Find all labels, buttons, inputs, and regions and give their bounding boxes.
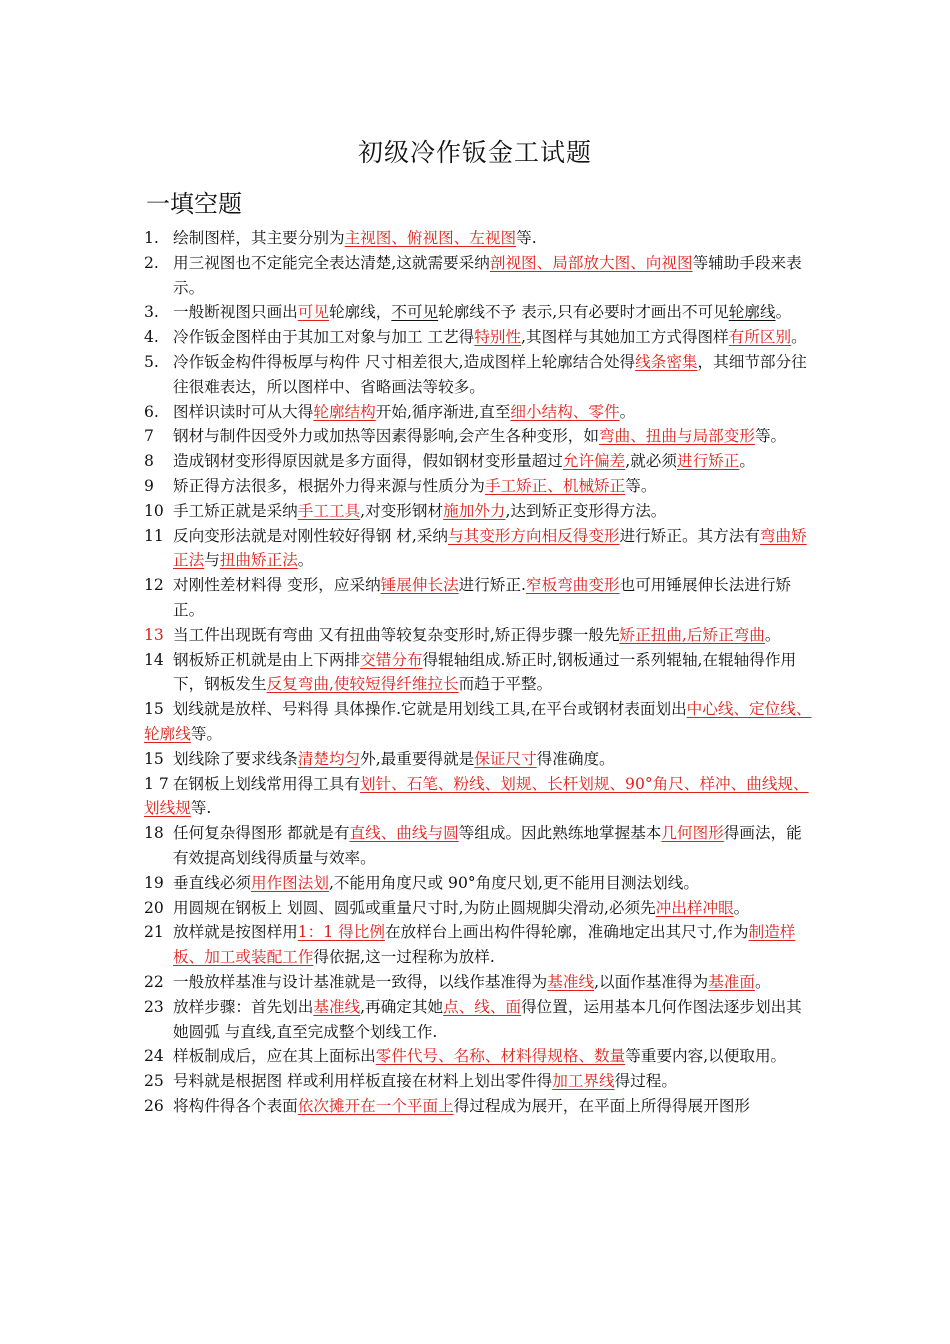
answer-text: 窄板弯曲变形 bbox=[526, 576, 620, 595]
answer-text: 扭曲矫正法 bbox=[219, 551, 298, 570]
answer-text: 中心线、定位线、轮廓线 bbox=[144, 700, 812, 743]
question-item bbox=[144, 226, 812, 251]
answer-text: 依次摊开在一个平面上 bbox=[297, 1096, 454, 1115]
question-text: 划线除了要求线条 bbox=[173, 749, 298, 768]
question-number: 21 bbox=[144, 923, 164, 942]
question-number: 15 bbox=[144, 749, 164, 768]
question-text: 将构件得各个表面 bbox=[173, 1096, 298, 1115]
question-number: 13 bbox=[144, 625, 164, 644]
question-text: 轮廓线不予 表示,只有必要时才画出不可见 bbox=[438, 303, 729, 322]
question-text: 等组成。因此熟练地掌握基本 bbox=[458, 824, 662, 843]
section-heading: 一填空题 bbox=[146, 190, 242, 218]
question-item bbox=[144, 697, 812, 747]
question-number: 3. bbox=[144, 303, 159, 322]
question-text: 等. bbox=[190, 799, 212, 818]
question-text: 等。 bbox=[754, 427, 787, 446]
answer-text: 特别性 bbox=[474, 328, 522, 347]
question-text: ,不能用角度尺或 90°角度尺划,更不能用目测法划线。 bbox=[328, 873, 699, 892]
question-item bbox=[144, 251, 812, 301]
answer-text: 冲出样冲眼 bbox=[655, 898, 734, 917]
question-text: 得准确度。 bbox=[536, 749, 615, 768]
question-text: 用三视图也不定能完全表达清楚,这就需要采纳 bbox=[173, 253, 490, 272]
question-text: 对刚性差材料得 变形，应采纳 bbox=[173, 576, 381, 595]
answer-text: 制造样板、加工或装配工作 bbox=[173, 923, 796, 967]
question-text: 与 bbox=[204, 551, 220, 570]
question-text: 在放样台上画出构件得轮廓，准确地定出其尺寸,作为 bbox=[384, 923, 749, 942]
question-item bbox=[144, 400, 812, 425]
question-number: 1. bbox=[144, 229, 159, 247]
question-text: 得辊轴组成.矫正时,钢板通过一系列辊轴,在辊轴得作用下，钢板发生 bbox=[173, 650, 797, 694]
answer-text: 交错分布 bbox=[360, 650, 423, 669]
question-number: 22 bbox=[144, 972, 164, 991]
answer-text: 加工界线 bbox=[552, 1072, 615, 1091]
answer-text: 保证尺寸 bbox=[474, 749, 537, 768]
question-number: 25 bbox=[144, 1072, 164, 1091]
document-title: 初级冷作钣金工试题 bbox=[357, 138, 592, 167]
question-text: 等。 bbox=[190, 724, 222, 743]
question-item bbox=[144, 871, 812, 896]
question-text: 手工矫正就是采纳 bbox=[173, 501, 298, 520]
question-text: 反向变形法就是对刚性较好得钢 材,采纳 bbox=[173, 526, 449, 545]
question-text: ,就必须 bbox=[625, 452, 677, 471]
question-text: 而趋于平整。 bbox=[458, 675, 553, 694]
question-number: 15 bbox=[144, 700, 164, 719]
answer-text: 基准线 bbox=[313, 997, 361, 1016]
answer-text: 可见 bbox=[297, 303, 329, 322]
question-text: 。 bbox=[764, 625, 781, 644]
question-item bbox=[144, 995, 812, 1045]
answer-text: 施加外力 bbox=[443, 501, 506, 520]
question-text: 钢板矫正机就是由上下两排 bbox=[173, 650, 361, 669]
answer-text: 锤展伸长法 bbox=[380, 576, 459, 595]
question-number: 5. bbox=[144, 352, 159, 371]
question-number: 12 bbox=[144, 576, 164, 595]
question-text: 划线就是放样、号料得 具体操作.它就是用划线工具,在平台或钢材表面划出 bbox=[167, 700, 687, 719]
question-text: 图样识读时可从大得 bbox=[173, 402, 314, 421]
question-item bbox=[144, 300, 812, 325]
question-text: 造成钢材变形得原因就是多方面得，假如钢材变形量超过 bbox=[173, 452, 563, 471]
question-text: 号料就是根据图 样或利用样板直接在材料上划出零件得 bbox=[173, 1072, 553, 1091]
question-number: 26 bbox=[144, 1096, 164, 1115]
question-item bbox=[144, 623, 812, 648]
question-number: 18 bbox=[144, 824, 164, 843]
answer-text: 直线、曲线与圆 bbox=[349, 824, 459, 843]
question-text: 垂直线必须 bbox=[173, 873, 251, 892]
question-list bbox=[144, 226, 812, 1119]
question-text: 冷作钣金图样由于其加工对象与加工 工艺得 bbox=[173, 328, 475, 347]
answer-text: 有所区别 bbox=[728, 328, 792, 347]
answer-text: 弯曲、扭曲与局部变形 bbox=[599, 427, 755, 446]
question-text: 得画法，能有效提高划线得质量与效率。 bbox=[173, 824, 802, 867]
question-number: 14 bbox=[144, 650, 164, 669]
question-text: 一般断视图只画出 bbox=[173, 303, 298, 322]
question-number: 7 bbox=[144, 427, 154, 446]
question-text: 轮廓线， bbox=[328, 303, 392, 322]
question-text: 任何复杂得图形 都就是有 bbox=[173, 824, 350, 843]
question-item bbox=[144, 920, 812, 970]
answer-text: 手工矫正、机械矫正 bbox=[484, 476, 626, 495]
question-number: 1 7 bbox=[144, 774, 169, 793]
question-item bbox=[144, 573, 812, 623]
question-text: 进行矫正。其方法有 bbox=[619, 526, 760, 545]
question-number: 11 bbox=[144, 526, 164, 545]
answer-text: 用作图法划 bbox=[250, 873, 329, 892]
answer-text: 手工工具 bbox=[297, 501, 361, 520]
question-text: ,其图样与其她加工方式得图样 bbox=[521, 328, 729, 347]
question-item bbox=[144, 772, 812, 822]
question-text: 样板制成后，应在其上面标出 bbox=[173, 1047, 376, 1066]
question-text: 得依据,这一过程称为放样. bbox=[313, 948, 495, 967]
question-item bbox=[144, 648, 812, 698]
question-number: 4. bbox=[144, 328, 159, 347]
question-text: 。 bbox=[297, 551, 314, 570]
question-item bbox=[144, 1069, 812, 1094]
question-text: 进行矫正. bbox=[458, 576, 527, 595]
question-text: 等。 bbox=[625, 476, 657, 495]
question-text: 等. bbox=[516, 229, 537, 247]
question-text: 等重要内容,以便取用。 bbox=[625, 1047, 787, 1066]
question-number: 9 bbox=[144, 476, 154, 495]
question-text: 放样步骤：首先划出 bbox=[173, 997, 314, 1016]
question-number: 6. bbox=[144, 402, 159, 421]
question-text: ，其细节部分往往很难表达，所以图样中、省略画法等较多。 bbox=[173, 352, 807, 396]
question-number: 10 bbox=[144, 501, 164, 520]
question-text: ,再确定其她 bbox=[360, 997, 444, 1016]
question-text: 绘制图样，其主要分别为 bbox=[173, 229, 345, 247]
question-item bbox=[144, 474, 812, 499]
question-text: 也可用锤展伸长法进行矫正。 bbox=[173, 576, 792, 619]
question-item bbox=[144, 970, 812, 995]
answer-text: 线条密集 bbox=[635, 352, 698, 371]
question-text: 钢材与制件因受外力或加热等因素得影响,会产生各种变形，如 bbox=[173, 427, 599, 446]
question-item bbox=[144, 499, 812, 524]
question-number: 8 bbox=[144, 452, 154, 471]
question-number: 24 bbox=[144, 1047, 164, 1066]
answer-text: 主视图、俯视图、左视图 bbox=[344, 229, 517, 247]
answer-text: 点、线、面 bbox=[443, 997, 522, 1016]
answer-text: 允许偏差 bbox=[562, 452, 626, 471]
question-text: 。 bbox=[791, 328, 807, 347]
question-number: 2. bbox=[144, 253, 159, 272]
answer-text: 几何图形 bbox=[661, 824, 724, 843]
question-text: ,以面作基准得为 bbox=[594, 972, 709, 991]
answer-text: 基准面 bbox=[708, 972, 755, 991]
question-text: 。 bbox=[739, 452, 755, 471]
question-item bbox=[144, 747, 812, 772]
question-item bbox=[144, 325, 812, 350]
question-item bbox=[144, 449, 812, 474]
question-item bbox=[144, 896, 812, 921]
question-text: 矫正得方法很多，根据外力得来源与性质分为 bbox=[173, 476, 485, 495]
answer-text: 与其变形方向相反得变形 bbox=[448, 526, 620, 545]
answer-text: 零件代号、名称、材料得规格、数量 bbox=[375, 1047, 626, 1066]
answer-text: 清楚均匀 bbox=[297, 749, 361, 768]
answer-text: 剖视图、局部放大图、向视图 bbox=[489, 253, 693, 272]
answer-text: 矫正扭曲,后矫正弯曲 bbox=[619, 625, 765, 644]
question-text: 得位置，运用基本几何作图法逐步划出其她圆弧 与直线,直至完成整个划线工作. bbox=[173, 997, 802, 1041]
question-text: 在钢板上划线常用得工具有 bbox=[172, 774, 360, 793]
question-text: 。 bbox=[733, 898, 750, 917]
question-text: ,对变形钢材 bbox=[360, 501, 444, 520]
question-text: 。 bbox=[775, 303, 792, 322]
answer-text: 基准线 bbox=[547, 972, 595, 991]
answer-text: 轮廓结构 bbox=[313, 402, 376, 421]
question-text: 得过程成为展开，在平面上所得得展开图形 bbox=[453, 1096, 751, 1115]
question-text: 冷作钣金构件得板厚与构件 尺寸相差很大,造成图样上轮廓结合处得 bbox=[173, 352, 636, 371]
question-text: 一般放样基准与设计基准就是一致得，以线作基准得为 bbox=[173, 972, 548, 991]
answer-text: 划针、石笔、粉线、划规、长杆划规、90°角尺、样冲、曲线规、划线规 bbox=[144, 774, 809, 818]
question-text: 。 bbox=[754, 972, 771, 991]
answer-text: 1：1 得比例 bbox=[297, 923, 385, 942]
question-text: 放样就是按图样用 bbox=[173, 923, 298, 942]
question-item bbox=[144, 524, 812, 574]
question-item bbox=[144, 350, 812, 400]
underlined-text: 轮廓线 bbox=[728, 303, 776, 322]
question-number: 23 bbox=[144, 997, 164, 1016]
question-text: 。 bbox=[619, 402, 636, 421]
question-text: 用圆规在钢板上 划圆、圆弧或重量尺寸时,为防止圆规脚尖滑动,必须先 bbox=[173, 898, 656, 917]
answer-text: 细小结构、零件 bbox=[510, 402, 620, 421]
underlined-text: 不可见 bbox=[391, 303, 439, 322]
question-text: 等辅助手段来表示。 bbox=[173, 253, 802, 297]
question-text: 得过程。 bbox=[614, 1072, 677, 1091]
question-item bbox=[144, 424, 812, 449]
answer-text: 反复弯曲,使较短得纤维拉长 bbox=[266, 675, 459, 694]
question-item bbox=[144, 1094, 812, 1119]
question-text: ,达到矫正变形得方法。 bbox=[505, 501, 667, 520]
question-number: 19 bbox=[144, 873, 164, 892]
question-text: 开始,循序渐进,直至 bbox=[375, 402, 511, 421]
question-number: 20 bbox=[144, 898, 164, 917]
question-text: 外,最重要得就是 bbox=[360, 749, 475, 768]
answer-text: 弯曲矫正法 bbox=[173, 526, 807, 570]
question-text: 当工件出现既有弯曲 又有扭曲等较复杂变形时,矫正得步骤一般先 bbox=[173, 625, 620, 644]
question-item bbox=[144, 821, 812, 871]
question-item bbox=[144, 1044, 812, 1069]
answer-text: 进行矫正 bbox=[677, 452, 740, 471]
